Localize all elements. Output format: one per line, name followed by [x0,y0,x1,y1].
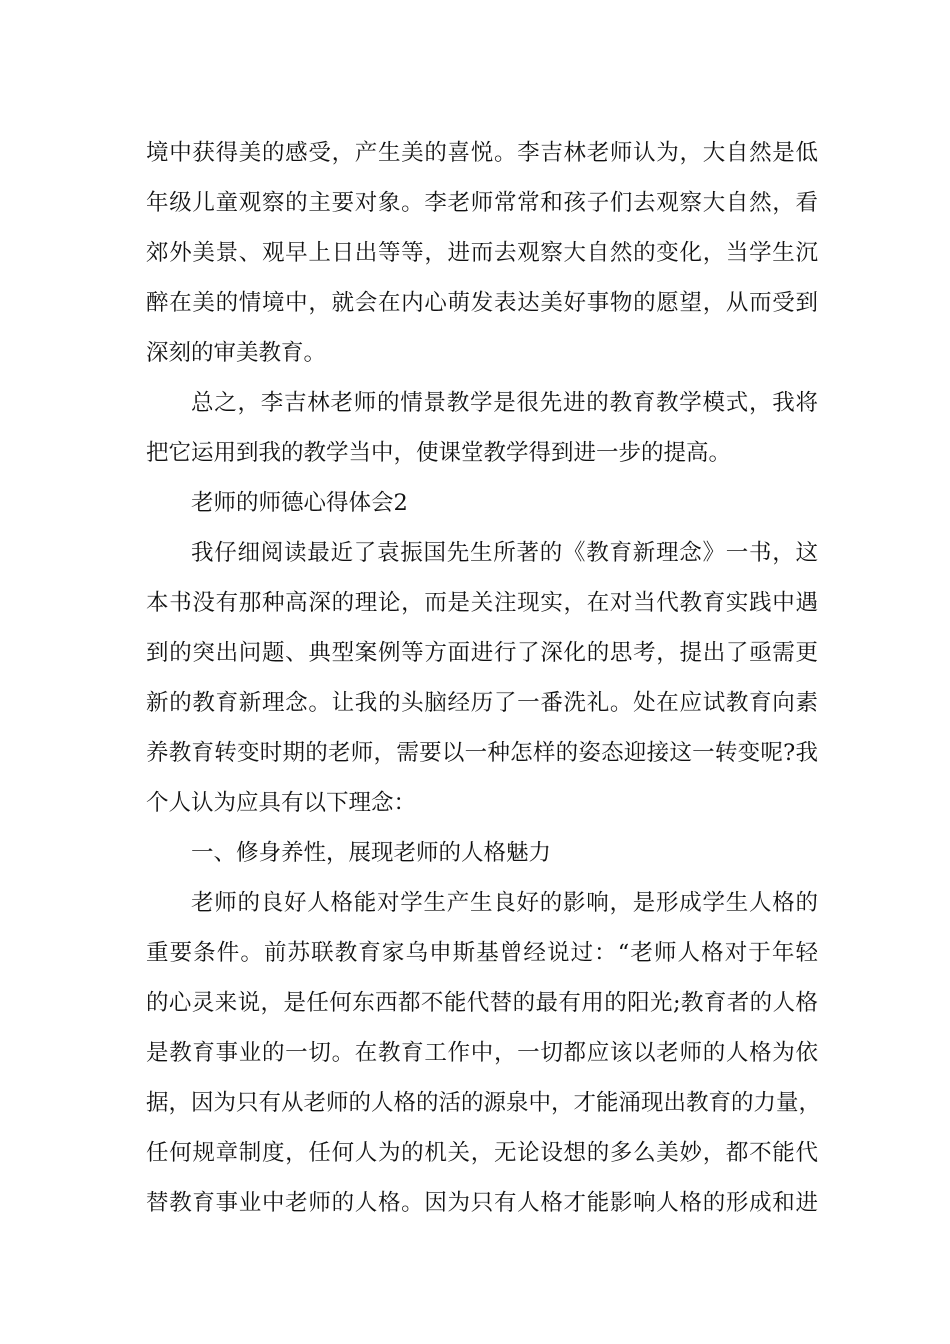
text-line: 新的教育新理念。让我的头脑经历了一番洗礼。处在应试教育向素 [146,690,818,716]
document-body [146,128,822,1228]
paragraph-body [146,878,822,1228]
text-line: 养教育转变时期的老师，需要以一种怎样的姿态迎接这一转变呢?我 [146,740,818,766]
text-line: 任何规章制度，任何人为的机关，无论设想的多么美妙，都不能代 [146,1140,818,1166]
text-line: 老师的良好人格能对学生产生良好的影响，是形成学生人格的 [191,890,818,916]
text-line: 个人认为应具有以下理念： [146,790,417,816]
paragraph-intro [146,528,818,828]
text-line: 我仔细阅读最近了袁振国先生所著的《教育新理念》一书，这 [191,540,818,566]
text-line: 是教育事业的一切。在教育工作中，一切都应该以老师的人格为依 [146,1040,818,1066]
text-line: 深刻的审美教育。 [146,340,327,366]
subheading-text: 一、修身养性，展现老师的人格魅力 [191,840,552,866]
paragraph-conclusion [146,378,818,478]
text-line: 到的突出问题、典型案例等方面进行了深化的思考，提出了亟需更 [146,640,818,666]
text-line: 境中获得美的感受，产生美的喜悦。李吉林老师认为，大自然是低 [146,140,818,166]
heading-text: 老师的师德心得体会2 [191,490,408,516]
subsection-heading [146,828,818,878]
text-line: 郊外美景、观早上日出等等，进而去观察大自然的变化，当学生沉 [146,240,818,266]
text-line: 的心灵来说，是任何东西都不能代替的最有用的阳光;教育者的人格 [146,990,818,1016]
text-line: 醉在美的情境中，就会在内心萌发表达美好事物的愿望，从而受到 [146,290,818,316]
text-line: 总之，李吉林老师的情景教学是很先进的教育教学模式，我将 [191,390,818,416]
text-line: 本书没有那种高深的理论，而是关注现实，在对当代教育实践中遇 [146,590,818,616]
text-line: 替教育事业中老师的人格。因为只有人格才能影响人格的形成和进 [146,1190,818,1216]
section-heading [146,478,818,528]
text-line: 重要条件。前苏联教育家乌申斯基曾经说过：“老师人格对于年轻 [146,940,818,966]
text-line: 年级儿童观察的主要对象。李老师常常和孩子们去观察大自然，看 [146,190,818,216]
text-line: 把它运用到我的教学当中，使课堂教学得到进一步的提高。 [146,440,732,466]
paragraph-continuation [146,128,818,378]
text-line: 据，因为只有从老师的人格的活的源泉中，才能涌现出教育的力量， [146,1090,822,1116]
